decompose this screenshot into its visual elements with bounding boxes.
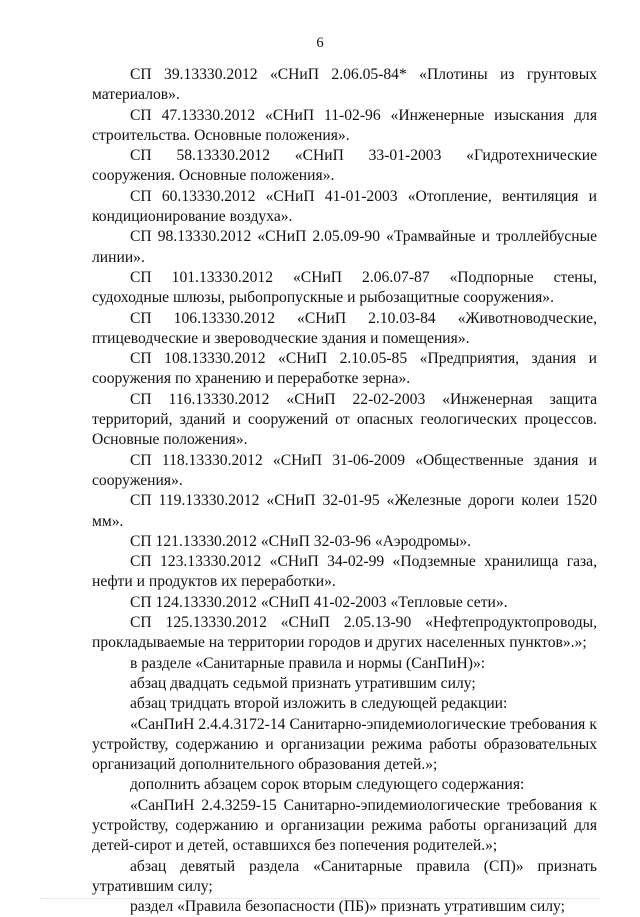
document-body bbox=[92, 65, 597, 917]
paragraph-sanpin-3172: «СанПиН 2.4.4.3172-14 Санитарно-эпидемиологические требования к устройству, содержанию и организации режима работы образовательных организаций дополнительного образования детей.»; bbox=[92, 715, 597, 774]
paragraph-sp-106: СП 106.13330.2012 «СНиП 2.10.03-84 «Животноводческие, птицеводческие и звероводческие здания и помещения». bbox=[92, 309, 597, 347]
paragraph-abzac-32: абзац тридцать второй изложить в следующей редакции: bbox=[130, 695, 508, 713]
paragraph-sp-118: СП 118.13330.2012 «СНиП 31-06-2009 «Общественные здания и сооружения». bbox=[92, 451, 597, 489]
paragraph-sp-123: СП 123.13330.2012 «СНиП 34-02-99 «Подземные хранилища газа, нефти и продуктов их переработки». bbox=[92, 553, 597, 591]
paragraph-sp-121: СП 121.13330.2012 «СНиП 32-03-96 «Аэродромы». bbox=[130, 532, 472, 550]
paragraph-sp-section: абзац девятый раздела «Санитарные правила (СП)» признать утратившим силу; bbox=[92, 857, 597, 895]
paragraph-sp-125: СП 125.13330.2012 «СНиП 2.05.13-90 «Нефтепродуктопроводы, прокладываемые на территории городов и других населенных пунктов».»; bbox=[92, 614, 597, 652]
paragraph-sp-98: СП 98.13330.2012 «СНиП 2.05.09-90 «Трамвайные и троллейбусные линии». bbox=[92, 228, 597, 266]
scan-edge-divider bbox=[40, 898, 600, 899]
page-number: 6 bbox=[316, 35, 324, 51]
paragraph-sp-119: СП 119.13330.2012 «СНиП 32-01-95 «Железные дороги колеи 1520 мм». bbox=[92, 492, 597, 530]
paragraph-sp-124: СП 124.13330.2012 «СНиП 41-02-2003 «Тепловые сети». bbox=[130, 593, 508, 611]
paragraph-sp-47: СП 47.13330.2012 «СНиП 11-02-96 «Инженерные изыскания для строительства. Основные положения». bbox=[92, 106, 597, 144]
paragraph-sanpin-section: в разделе «Санитарные правила и нормы (СанПиН)»: bbox=[130, 654, 486, 672]
paragraph-sp-108: СП 108.13330.2012 «СНиП 2.10.05-85 «Предприятия, здания и сооружения по хранению и переработке зерна». bbox=[92, 350, 597, 388]
paragraph-sp-39: СП 39.13330.2012 «СНиП 2.06.05-84* «Плотины из грунтовых материалов». bbox=[92, 66, 597, 104]
paragraph-pb-section: раздел «Правила безопасности (ПБ)» признать утратившим силу; bbox=[130, 898, 565, 916]
paragraph-sp-58: СП 58.13330.2012 «СНиП 33-01-2003 «Гидротехнические сооружения. Основные положения». bbox=[92, 147, 597, 185]
paragraph-abzac-27: абзац двадцать седьмой признать утратившим силу; bbox=[130, 674, 476, 692]
paragraph-sp-116: СП 116.13330.2012 «СНиП 22-02-2003 «Инженерная защита территорий, зданий и сооружений от опасных геологических процессов. Основные положения». bbox=[92, 390, 597, 449]
paragraph-sanpin-3259: «СанПиН 2.4.3259-15 Санитарно-эпидемиологические требования к устройству, содержанию и организации режима работы организаций для детей-сирот и детей, оставшихся без попечения родителей.»; bbox=[92, 796, 597, 855]
paragraph-sp-60: СП 60.13330.2012 «СНиП 41-01-2003 «Отопление, вентиляция и кондиционирование воздуха». bbox=[92, 187, 597, 226]
paragraph-sp-101: СП 101.13330.2012 «СНиП 2.06.07-87 «Подпорные стены, судоходные шлюзы, рыбопропускные и рыбозащитные сооружения». bbox=[92, 268, 597, 307]
paragraph-abzac-42: дополнить абзацем сорок вторым следующего содержания: bbox=[130, 776, 525, 794]
